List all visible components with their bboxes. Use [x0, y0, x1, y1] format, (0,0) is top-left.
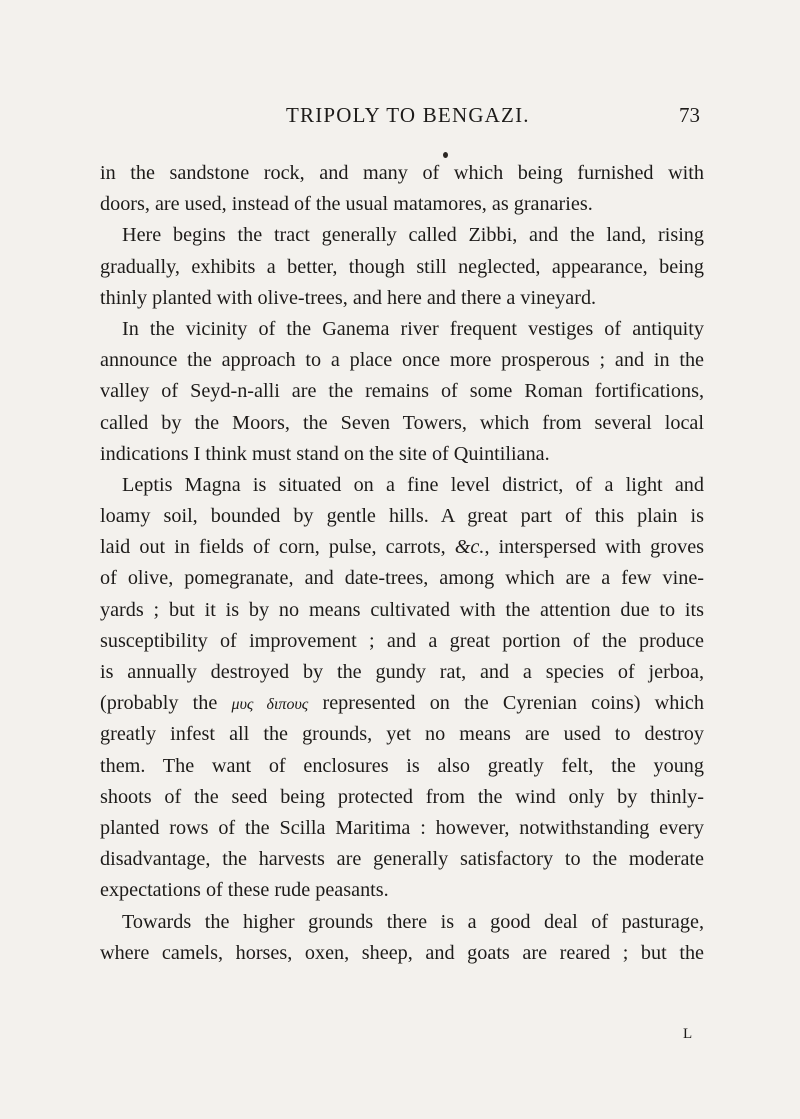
text-line: doors, are used, instead of the usual matamores, as granaries.: [100, 193, 593, 216]
text-line: shoots of the seed being protected from the wind only by thinly-: [100, 785, 704, 808]
text-line: is annually destroyed by the gundy rat, and a species of jerboa,: [100, 661, 704, 683]
text-line: gradually, exhibits a better, though still neglected, appearance, being: [100, 255, 704, 278]
text-line: Towards the higher grounds there is a good deal of pasturage,: [122, 910, 704, 933]
text-line: of olive, pomegranate, and date-trees, among which are a few vine-: [100, 567, 704, 590]
text-line: greatly infest all the grounds, yet no means are used to destroy: [100, 723, 704, 746]
text-line: yards ; but it is by no means cultivated with the attention due to its: [100, 598, 704, 621]
running-title: TRIPOLY TO BENGAZI.: [286, 103, 530, 127]
text-line: indications I think must stand on the site of Quintiliana.: [100, 442, 550, 465]
page-number: 73: [679, 103, 700, 127]
text-line: (probably the μυς διπους represented on the Cyrenian coins) which: [100, 692, 704, 715]
text-line: announce the approach to a place once more prosperous ; and in the: [100, 349, 704, 372]
running-head: [0, 103, 800, 133]
text-line: thinly planted with olive-trees, and here and there a vineyard.: [100, 286, 597, 309]
text-line: them. The want of enclosures is also greatly felt, the young: [100, 754, 704, 777]
text-line: disadvantage, the harvests are generally satisfactory to the moderate: [100, 848, 704, 871]
etcetera-italic: &c.: [454, 536, 485, 559]
text-line: Leptis Magna is situated on a fine level district, of a light and: [122, 473, 704, 496]
text-line: In the vicinity of the Ganema river frequent vestiges of antiquity: [122, 317, 704, 340]
text-line: valley of Seyd-n-alli are the remains of some Roman fortifications,: [100, 380, 704, 403]
text-line: Here begins the tract generally called Zibbi, and the land, rising: [122, 224, 704, 247]
text-line: where camels, horses, oxen, sheep, and goats are reared ; but the: [100, 941, 704, 964]
greek-phrase: μυς διπους: [231, 696, 309, 714]
text-line: expectations of these rude peasants.: [100, 879, 389, 902]
text-line: in the sandstone rock, and many of which being furnished with: [100, 162, 704, 184]
text-line: called by the Moors, the Seven Towers, which from several local: [100, 411, 704, 434]
text-line: planted rows of the Scilla Maritima : however, notwithstanding every: [100, 816, 704, 839]
text-line: laid out in fields of corn, pulse, carrots, &c., interspersed with groves: [100, 536, 705, 559]
body-text: [100, 158, 704, 969]
text-line: loamy soil, bounded by gentle hills. A great part of this plain is: [100, 505, 704, 528]
signature-mark: L: [683, 1026, 693, 1042]
text-line: susceptibility of improvement ; and a great portion of the produce: [100, 629, 704, 652]
